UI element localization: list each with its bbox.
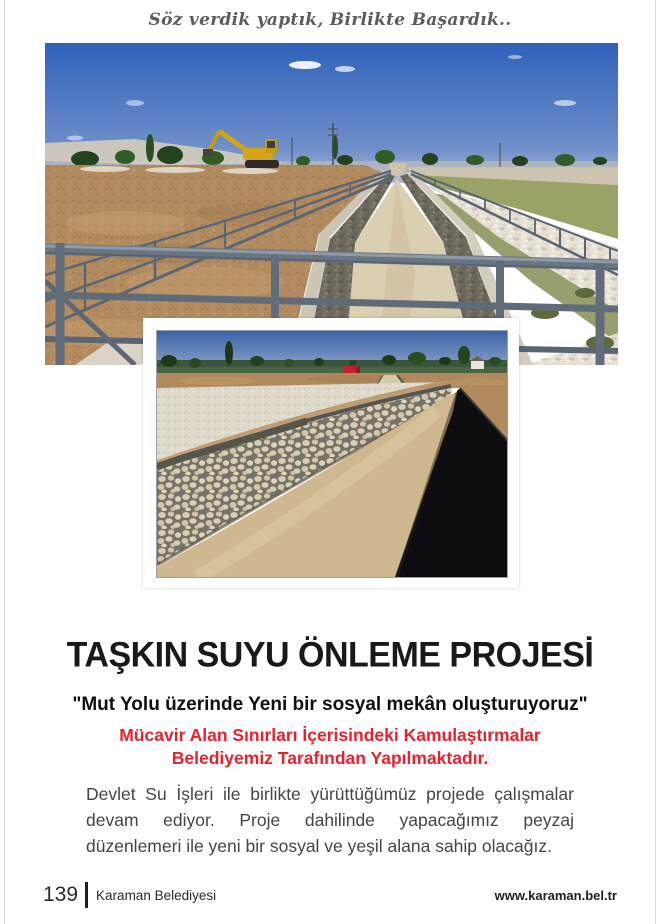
construction-canal-illustration (45, 43, 618, 365)
highlight-line-1: Mücavir Alan Sınırları İçerisindeki Kamulaştırmalar (119, 725, 541, 745)
article-body: Devlet Su İşleri ile birlikte yürüttüğümüz projede çalışmalar devam ediyor. Proje dahilinde yapacağımız peyzaj düzenlemeri ile yeni bir sosyal ve yeşil alana sahip olacağız. (86, 784, 574, 856)
article-subtitle: "Mut Yolu üzerinde Yeni bir sosyal mekân oluşturuyoruz" (72, 694, 588, 715)
footer-divider (85, 882, 88, 908)
header-slogan: Söz verdik yaptık, Birlikte Başardık.. (148, 10, 512, 30)
highlight-line-2: Belediyemiz Tarafından Yapılmaktadır. (171, 748, 489, 768)
page-border-right (655, 0, 656, 924)
website-url: www.karaman.bel.tr (494, 887, 617, 903)
page-border-left (4, 0, 5, 924)
publisher-name: Karaman Belediyesi (96, 887, 217, 903)
inset-photo-frame (143, 318, 519, 588)
finished-canal-illustration (157, 331, 507, 577)
finished-canal-photo (156, 330, 508, 578)
article-title: TAŞKIN SUYU ÖNLEME PROJESİ (66, 635, 594, 675)
construction-canal-photo (45, 43, 618, 365)
highlight-text (0, 724, 660, 770)
page-number: 139 (43, 883, 79, 906)
page-footer (43, 880, 617, 910)
